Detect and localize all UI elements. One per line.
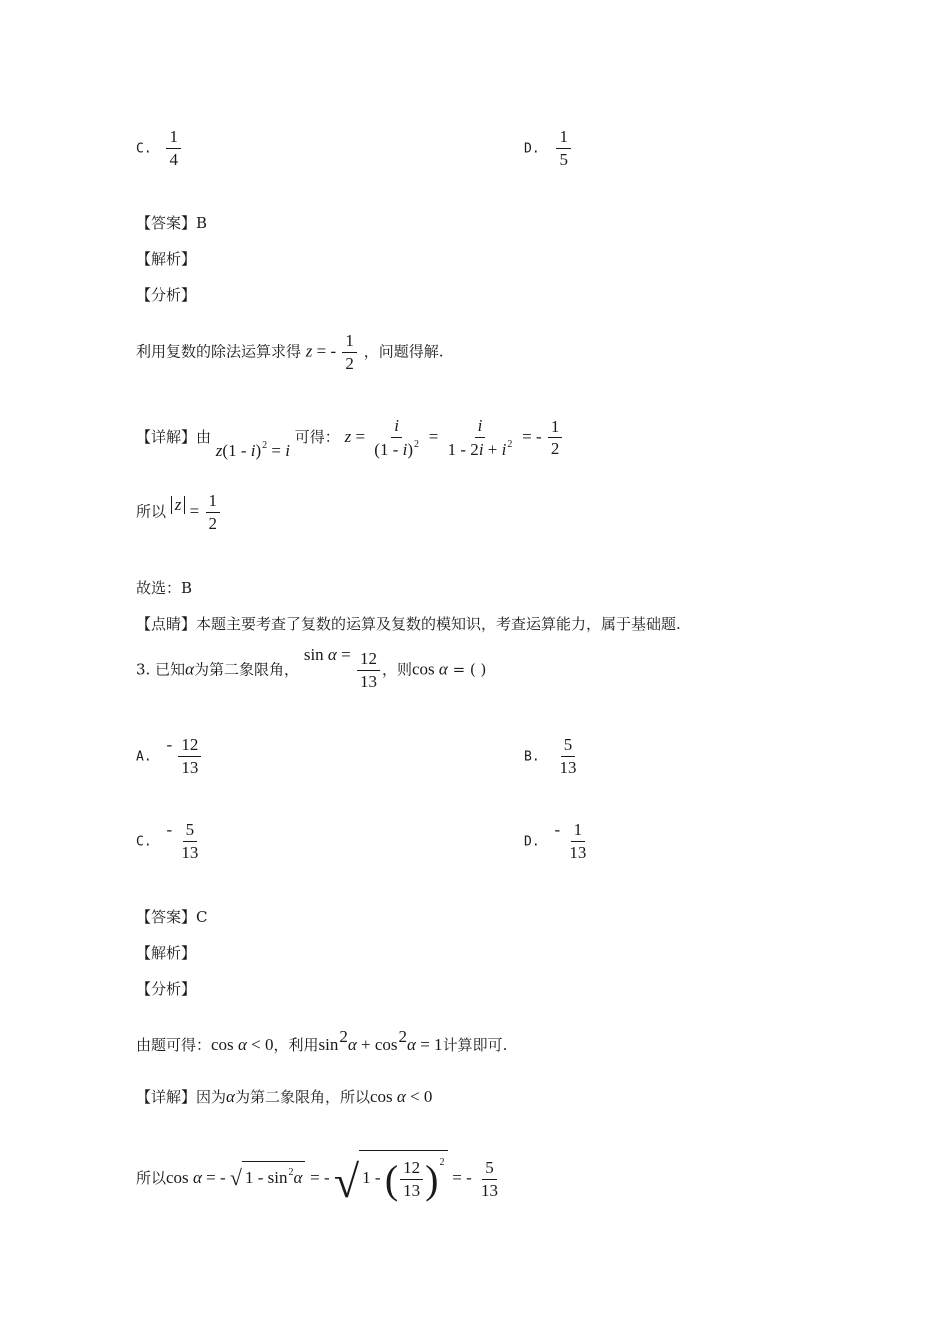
fraction: $\frac{1}{2}$ [206, 492, 221, 533]
q3-analysis: 由题可得：cos α < 0，利用$\sin^2\alpha + \cos^2\alpha = 1$计算即可. [136, 1027, 508, 1054]
q2-modulus: 所以 z = $\frac{1}{2}$ [136, 492, 222, 533]
fraction: $\frac{5}{13}$ [481, 1157, 499, 1200]
square-root-large: √ 1 - ( $\frac{12}{13}$ )$^2$ [334, 1168, 448, 1187]
fraction: $\frac{12}{13}$ [178, 736, 201, 777]
fraction: $\frac{1}{13}$ [569, 820, 587, 862]
q3-fenxi-heading: 【分析】 [136, 980, 197, 998]
q3-detail-line1: 【详解】因为α为第二象限角，所以cos α < 0 [136, 1087, 433, 1106]
option-label: D. [524, 141, 540, 157]
fraction: $\frac{12}{13}$ [357, 650, 380, 691]
q3-option-d[interactable]: D. - $\frac{1}{13}$ [524, 821, 591, 862]
q3-stem: 3. 已知α为第二象限角， sin α = $\frac{12}{13}$ ，则cos α = ( ) [136, 645, 487, 691]
square-root: √ $1 - \sin^2\alpha$ [230, 1168, 306, 1187]
fraction: $\frac{5}{13}$ [559, 735, 577, 777]
q2-comment: 【点睛】本题主要考查了复数的运算及复数的模知识，考查运算能力，属于基础题. [136, 615, 681, 633]
fraction: $\frac{1}{5}$ [556, 128, 571, 169]
q3-detail-line2: 所以cos α = - √ $1 - \sin^2\alpha$ = - √ 1 - ( $\frac{12}{13}$ )$^2$ = - $\frac{5}{13}$ [136, 1150, 503, 1199]
option-label: C. [136, 141, 152, 157]
fraction: $\frac{1}{2}$ [342, 332, 357, 373]
fraction: $\frac{12}{13}$ [400, 1159, 423, 1200]
fraction: $\frac{i}{1 - 2i + i^2}$ [447, 416, 513, 459]
q3-option-c[interactable]: C. - $\frac{5}{13}$ [136, 821, 203, 862]
q2-option-d[interactable] [524, 128, 573, 169]
option-label: A. [136, 749, 152, 765]
fraction: $\frac{i}{(1 - i)^2}$ [374, 416, 420, 459]
q2-answer: 【答案】B [136, 214, 208, 232]
option-label: C. [136, 834, 152, 850]
q2-fenxi-heading: 【分析】 [136, 286, 197, 304]
q3-answer: 【答案】C [136, 908, 208, 926]
q3-option-a[interactable]: A. - $\frac{12}{13}$ [136, 736, 203, 777]
q2-detail: 【详解】由 z(1 - i)$^2$ = i 可得： z = $\frac{i}{(1 - i)^2}$ = $\frac{i}{1 - 2i + i^2}$ = - $\frac{1}{2}$ [136, 417, 564, 459]
q2-jiexi-heading: 【解析】 [136, 250, 197, 268]
option-label: D. [524, 834, 540, 850]
fraction: $\frac{1}{2}$ [548, 418, 563, 459]
q2-option-c[interactable] [136, 128, 183, 169]
q2-choice: 故选：B [136, 579, 193, 597]
option-label: B. [524, 749, 540, 765]
q3-option-b[interactable] [524, 736, 581, 777]
condition-expression: z(1 - i)$^2$ = i [215, 439, 290, 460]
fraction: $\frac{5}{13}$ [181, 820, 199, 862]
q3-jiexi-heading: 【解析】 [136, 944, 197, 962]
q2-analysis: 利用复数的除法运算求得 z = - $\frac{1}{2}$ ，问题得解. [136, 331, 444, 373]
fraction: $\frac{1}{4}$ [166, 128, 181, 169]
